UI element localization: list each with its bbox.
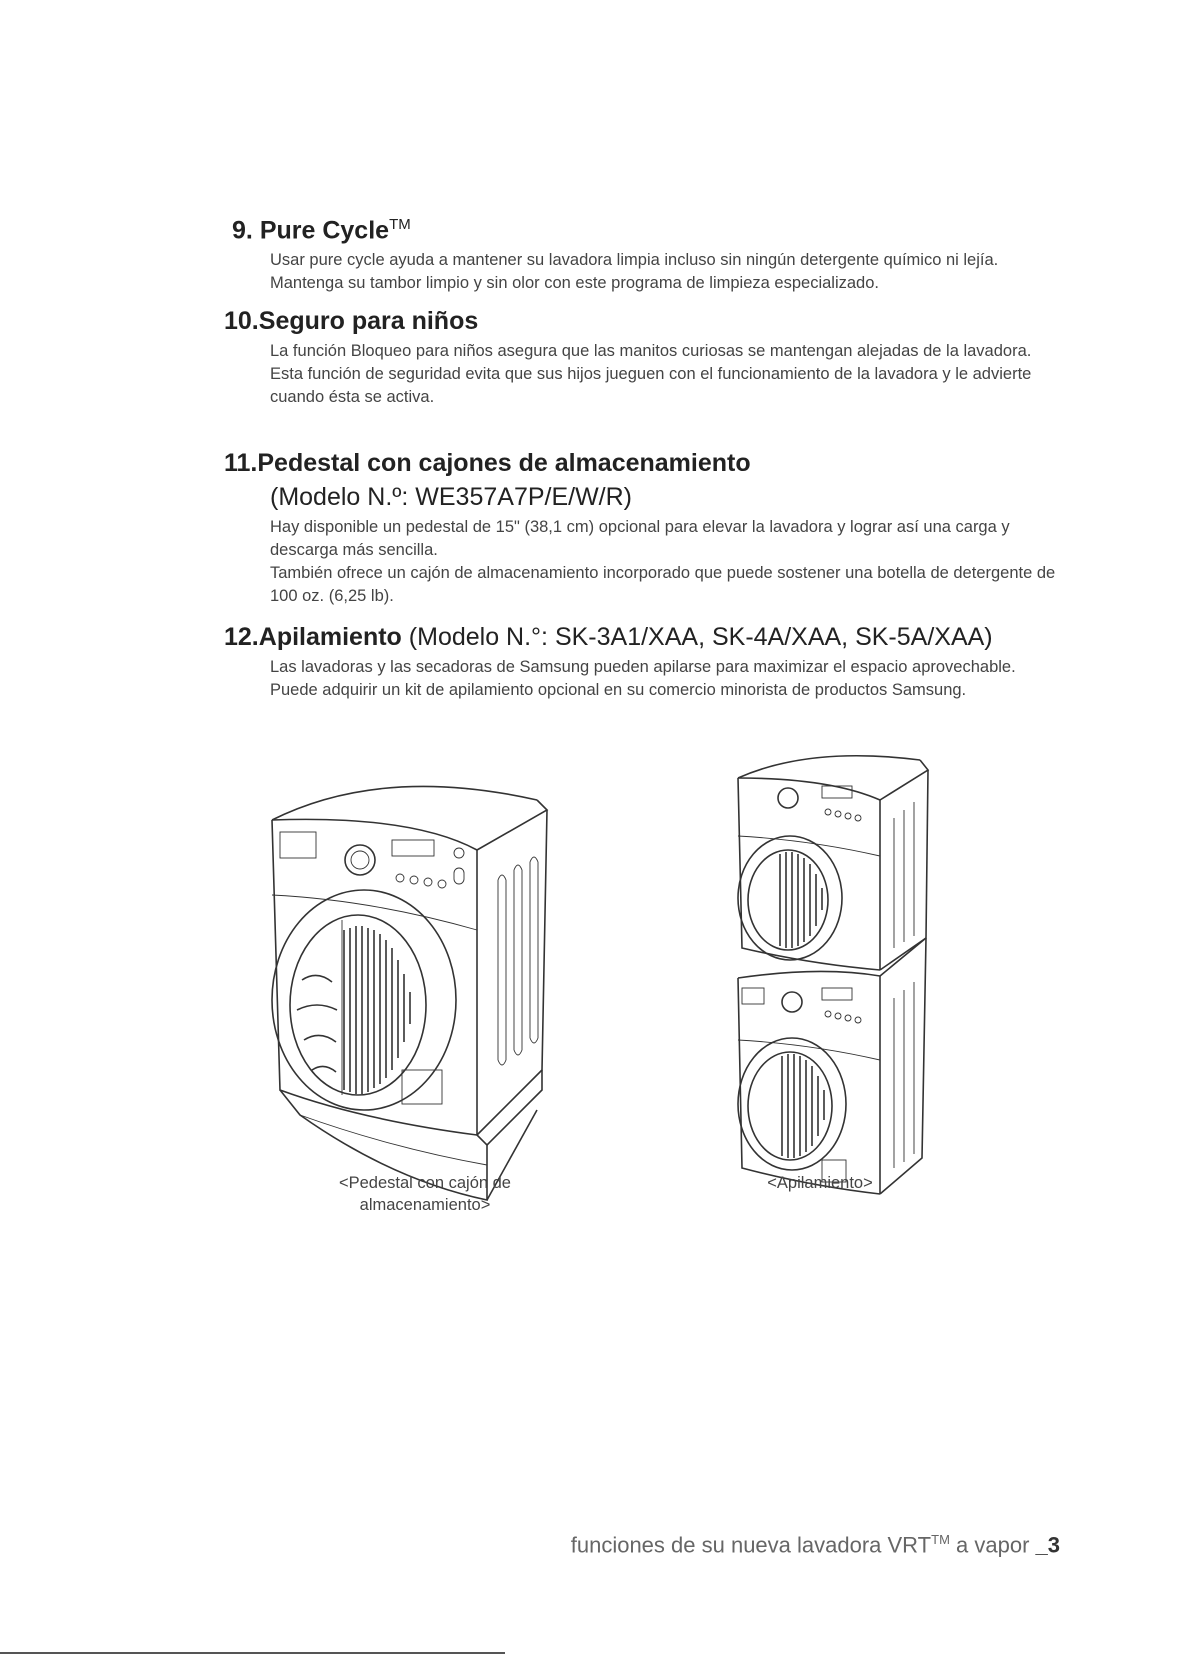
pedestal-caption [300,1172,550,1216]
paragraph: La función Bloqueo para niños asegura que las manitos curiosas se mantengan alejadas de la lavadora. [270,342,1032,360]
section-title [232,210,1062,245]
section-body [270,516,1062,608]
page-number: _3 [1035,1532,1060,1558]
paragraph: Las lavadoras y las secadoras de Samsung pueden apilarse para maximizar el espacio aprovechable. Puede adquirir un kit de apilamiento opcional en su comercio minorista de productos Samsung. [270,658,1016,699]
section-number: 11. [224,449,258,477]
section-stacking [224,622,1062,702]
caption-line: <Pedestal con cajón de [338,1174,511,1192]
stacking-caption: <Apilamiento> [767,1174,873,1192]
stacking-illustration [730,748,970,1243]
section-number: 10. [224,307,259,335]
caption-line: almacenamiento> [359,1196,491,1214]
paragraph: Hay disponible un pedestal de 15" (38,1 cm) opcional para elevar la lavadora y lograr así una carga y descarga más sencilla. [270,518,1010,559]
washer-pedestal-illustration [262,770,582,1215]
section-child-lock [224,306,1062,409]
paragraph: Esta función de seguridad evita que sus hijos jueguen con el funcionamiento de la lavadora y le advierte cuando ésta se activa. [270,365,1032,406]
section-pure-cycle [232,210,1062,295]
section-title-text: Apilamiento [258,623,402,651]
section-title-text: Seguro para niños [258,307,479,335]
section-number: 12. [224,623,259,651]
section-body [270,340,1062,409]
paragraph: También ofrece un cajón de almacenamiento incorporado que puede sostener una botella de detergente de 100 oz. (6,25 lb). [270,564,1056,605]
section-body [270,249,1062,295]
section-number: 9. [232,216,253,245]
section-title [224,622,1062,652]
section-title-text: Pedestal con cajones de almacenamiento [257,449,751,477]
section-body [270,656,1062,702]
section-subtitle: (Modelo N.º: WE357A7P/E/W/R) [270,483,633,511]
bottom-rule [0,1652,505,1654]
section-title [224,448,1062,478]
section-title-text: Pure Cycle [259,216,390,245]
footer-text-after: a vapor [949,1532,1036,1558]
section-title-rest: (Modelo N.°: SK-3A1/XAA, SK-4A/XAA, SK-5A/XAA) [401,623,993,651]
footer-text: funciones de su nueva lavadora VRT [570,1532,932,1558]
section-pedestal [224,448,1062,608]
trademark-sup: TM [389,216,411,233]
section-title [224,306,1062,336]
trademark-sup: TM [931,1532,950,1547]
page-footer [571,1532,1060,1558]
paragraph: Usar pure cycle ayuda a mantener su lavadora limpia incluso sin ningún detergente químico ni lejía. Mantenga su tambor limpio y sin olor con este programa de limpieza especializado. [270,251,999,293]
